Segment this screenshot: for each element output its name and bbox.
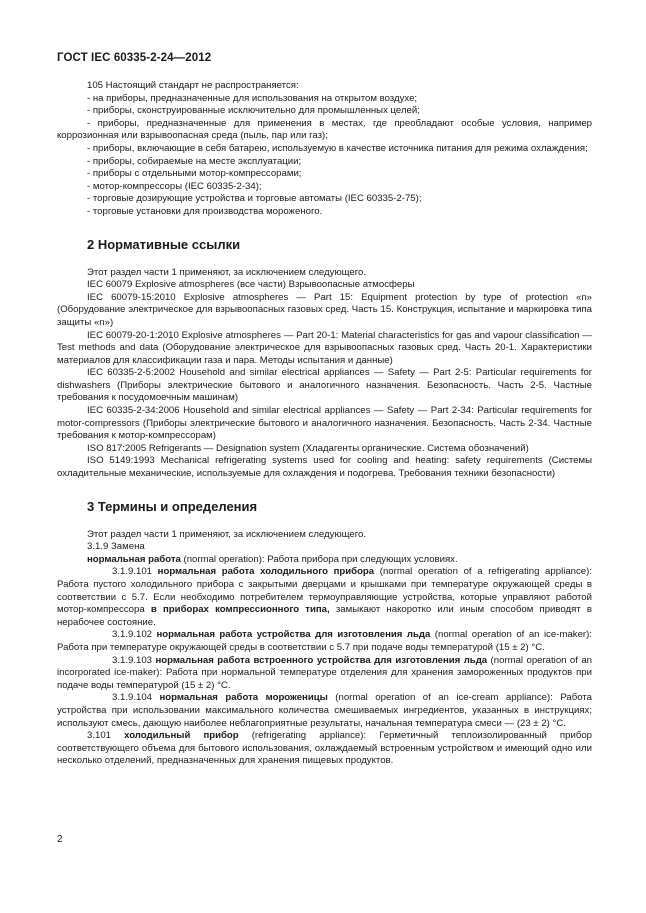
section-heading-terms-definitions: 3 Термины и определения [87, 498, 258, 514]
definition-incorporated-ice-maker-operation: 3.1.9.103 нормальная работа встроенного устройства для изготовления льда (normal operation of an incorporated ice-maker): Работа при нормальной температуре отделения для хранения замороженных продуктов при подаче воды температурой (15 ± 2) °С. [57, 654, 593, 691]
term: нормальная работа устройства для изготовления льда [156, 629, 431, 641]
document-body [57, 80, 592, 768]
term: нормальная работа встроенного устройства для изготовления льда [155, 654, 488, 666]
reference-item: IEC 60079-20-1:2010 Explosive atmospheres — Part 20-1: Material characteristics for gas and vapour classification — Test methods and data (Оборудование электрическое для взрывоопасных газовых сред. Часть 20-1. Характеристики материалов для классификации газа и пара. Методы испытания и данные) [57, 329, 592, 366]
section-heading-normative-references: 2 Нормативные ссылки [87, 236, 241, 252]
definition-ice-cream-appliance-operation: 3.1.9.104 нормальная работа мороженицы (normal operation of an ice-cream appliance): Работа устройства при использовании максимального количества смешиваемых ингредиентов, указанных в инструкциях; используют смесь, дающую наиболее неблагоприятные результаты, начальная температура смеси — (23 ± 2) °С. [57, 692, 592, 729]
definition-refrigerating-appliance-operation: 3.1.9.101 нормальная работа холодильного прибора (normal operation of a refrigerating appliance): Работа пустого холодильного прибора с закрытыми дверцами и крышками при температуре окружающей среды в соответствии с 5.7. Если необходимо потребителем термоуправляющие устройства, которые управляют работой мотор-компрессора в приборах компрессионного типа, замыкают накоротко или иным способом приводят в нерабочее состояние. [57, 566, 592, 628]
scope-item: - приборы, предназначенные для применения в местах, где преобладают особые условия, например коррозионная или взрывоопасная среда (пыль, пар или газ); [57, 117, 592, 142]
reference-item: ISO 5149:1993 Mechanical refrigerating systems used for cooling and heating: safety requirements (Системы охладительные механические, используемые для охлаждения и подогрева. Требования техники безопасности) [57, 455, 592, 480]
scope-item: - приборы, собираемые на месте эксплуатации; [87, 155, 302, 167]
scope-item: - мотор-компрессоры (IEC 60335-2-34); [87, 180, 262, 192]
scope-item: - приборы с отдельными мотор-компрессорами; [87, 168, 302, 180]
term: нормальная работа мороженицы [159, 692, 328, 704]
definition-normal-operation: нормальная работа (normal operation): Работа прибора при следующих условиях. [87, 553, 458, 565]
clause-replacement: 3.1.9 Замена [87, 541, 145, 553]
term: нормальная работа [87, 553, 181, 565]
scope-item: - торговые дозирующие устройства и торговые автоматы (IEC 60335-2-75); [87, 193, 422, 205]
reference-item: IEC 60079 Explosive atmospheres (все части) Взрывоопасные атмосферы [87, 279, 415, 291]
term: холодильный прибор [124, 730, 239, 742]
document-header: ГОСТ IEC 60335-2-24—2012 [57, 52, 212, 64]
reference-item: IEC 60335-2-5:2002 Household and similar electrical appliances — Safety — Part 2-5: Particular requirements for dishwashers (Приборы электрические бытового и аналогичного назначения. Безопасность. Часть 2-5. Частные требования к посудомоечным машинам) [57, 367, 592, 404]
definition-refrigerating-appliance: 3.101 холодильный прибор (refrigerating appliance): Герметичный теплоизолированный прибор соответствующего объема для бытового использования, охлаждаемый встроенным устройством и имеющий одно или несколько отделений, предназначенных для хранения пищевых продуктов. [57, 730, 592, 767]
scope-intro: 105 Настоящий стандарт не распространяется: [87, 80, 299, 91]
definition-ice-maker-operation: 3.1.9.102 нормальная работа устройства для изготовления льда (normal operation of an ice-maker): Работа при температуре окружающей среды в соответствии с 5.7 при подаче воды температурой (15 ± 2) °С. [57, 629, 592, 653]
scope-item: - приборы, включающие в себя батарею, используемую в качестве источника питания для режима охлаждения; [87, 142, 588, 154]
page-number: 2 [57, 834, 63, 845]
reference-item: IEC 60335-2-34:2006 Household and similar electrical appliances — Safety — Part 2-34: Particular requirements for motor-compressors (Приборы электрические бытового и аналогичного назначения. Безопасность. Часть 2-34. Частные требования к мотор-компрессорам) [57, 405, 592, 442]
reference-item: ISO 817:2005 Refrigerants — Designation system (Хладагенты органические. Система обозначений) [87, 442, 529, 454]
term: нормальная работа холодильного прибора [157, 566, 375, 578]
scope-item: - приборы, сконструированные исключительно для промышленных целей; [87, 105, 420, 117]
section-intro: Этот раздел части 1 применяют, за исключением следующего. [87, 528, 367, 540]
scope-item: - на приборы, предназначенные для использования на открытом воздухе; [87, 92, 418, 104]
reference-item: IEC 60079-15:2010 Explosive atmospheres — Part 15: Equipment protection by type of protection «n» (Оборудование электрическое для взрывоопасных газовых сред. Часть 15. Конструкция, испытание и маркировка типа защиты «n») [57, 291, 592, 328]
section-intro: Этот раздел части 1 применяют, за исключением следующего. [87, 266, 367, 278]
scope-item: - торговые установки для производства мороженого. [87, 205, 323, 217]
